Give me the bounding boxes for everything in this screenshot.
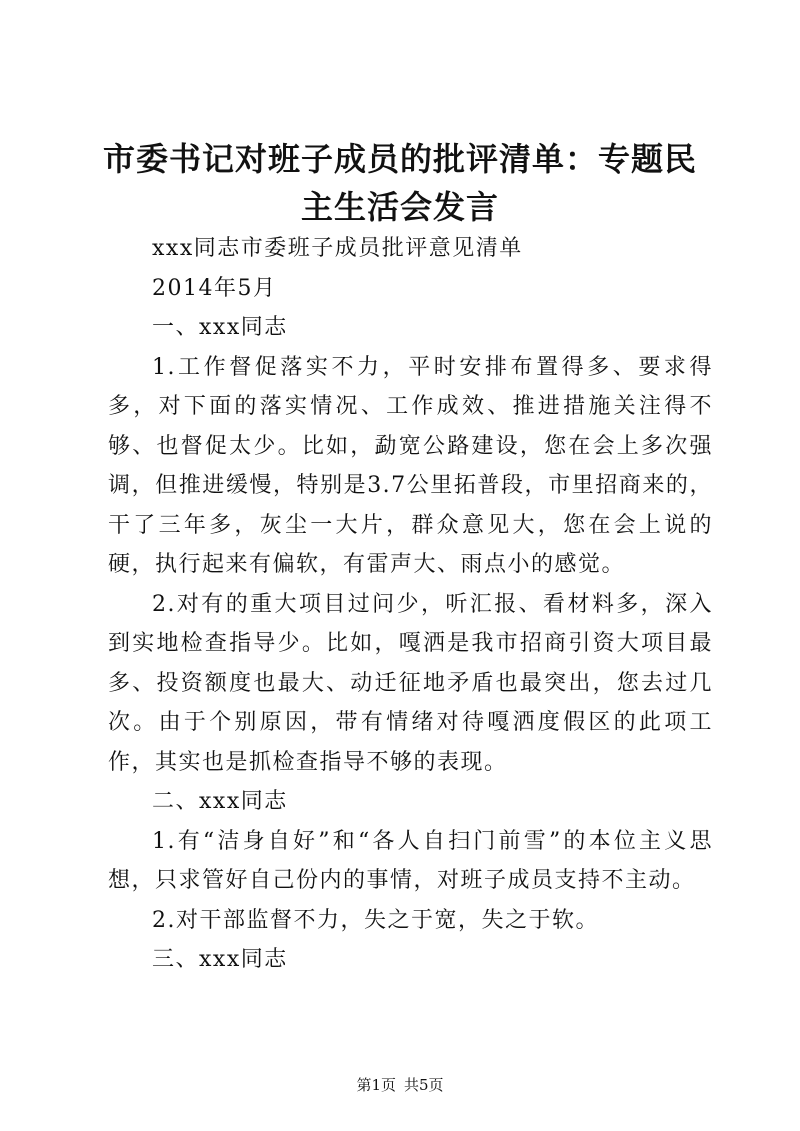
section-heading: 二、xxx同志 [152, 789, 288, 814]
body-paragraph: 2.对干部监督不力，失之于宽，失之于软。 [152, 907, 599, 933]
section-heading: 三、xxx同志 [152, 947, 288, 972]
document-title: 市委书记对班子成员的批评清单：专题民主生活会发言 [102, 140, 697, 226]
page-footer [0, 1075, 800, 1095]
body-paragraph: 1.工作督促落实不力，平时安排布置得多、要求得多，对下面的落实情况、工作成效、推进措施关注得不够、也督促太少。比如，勐宽公路建设，您在会上多次强调，但推进缓慢，特别是3.7公里拓普段，市里招商来的，干了三年多，灰尘一大片，群众意见大，您在会上说的硬，执行起来有偏软，有雷声大、雨点小的感觉。 [108, 354, 713, 577]
subtitle-paragraph: xxx同志市委班子成员批评意见清单 [152, 236, 523, 261]
body-paragraph: 2.对有的重大项目过问少，听汇报、看材料多，深入到实地检查指导少。比如，嘎洒是我市招商引资大项目最多、投资额度也最大、动迁征地矛盾也最突出，您去过几次。由于个别原因，带有情绪对待嘎洒度假区的此项工作，其实也是抓检查指导不够的表现。 [108, 591, 713, 775]
document-body [108, 229, 713, 980]
page-total: 共5页 [404, 1076, 444, 1094]
date-paragraph: 2014年5月 [152, 275, 277, 301]
section-heading: 一、xxx同志 [152, 315, 288, 340]
body-paragraph: 1.有“洁身自好”和“各人自扫门前雪”的本位主义思想，只求管好自己份内的事情，对班子成员支持不主动。 [108, 828, 713, 893]
page-number: 第1页 [356, 1076, 396, 1094]
